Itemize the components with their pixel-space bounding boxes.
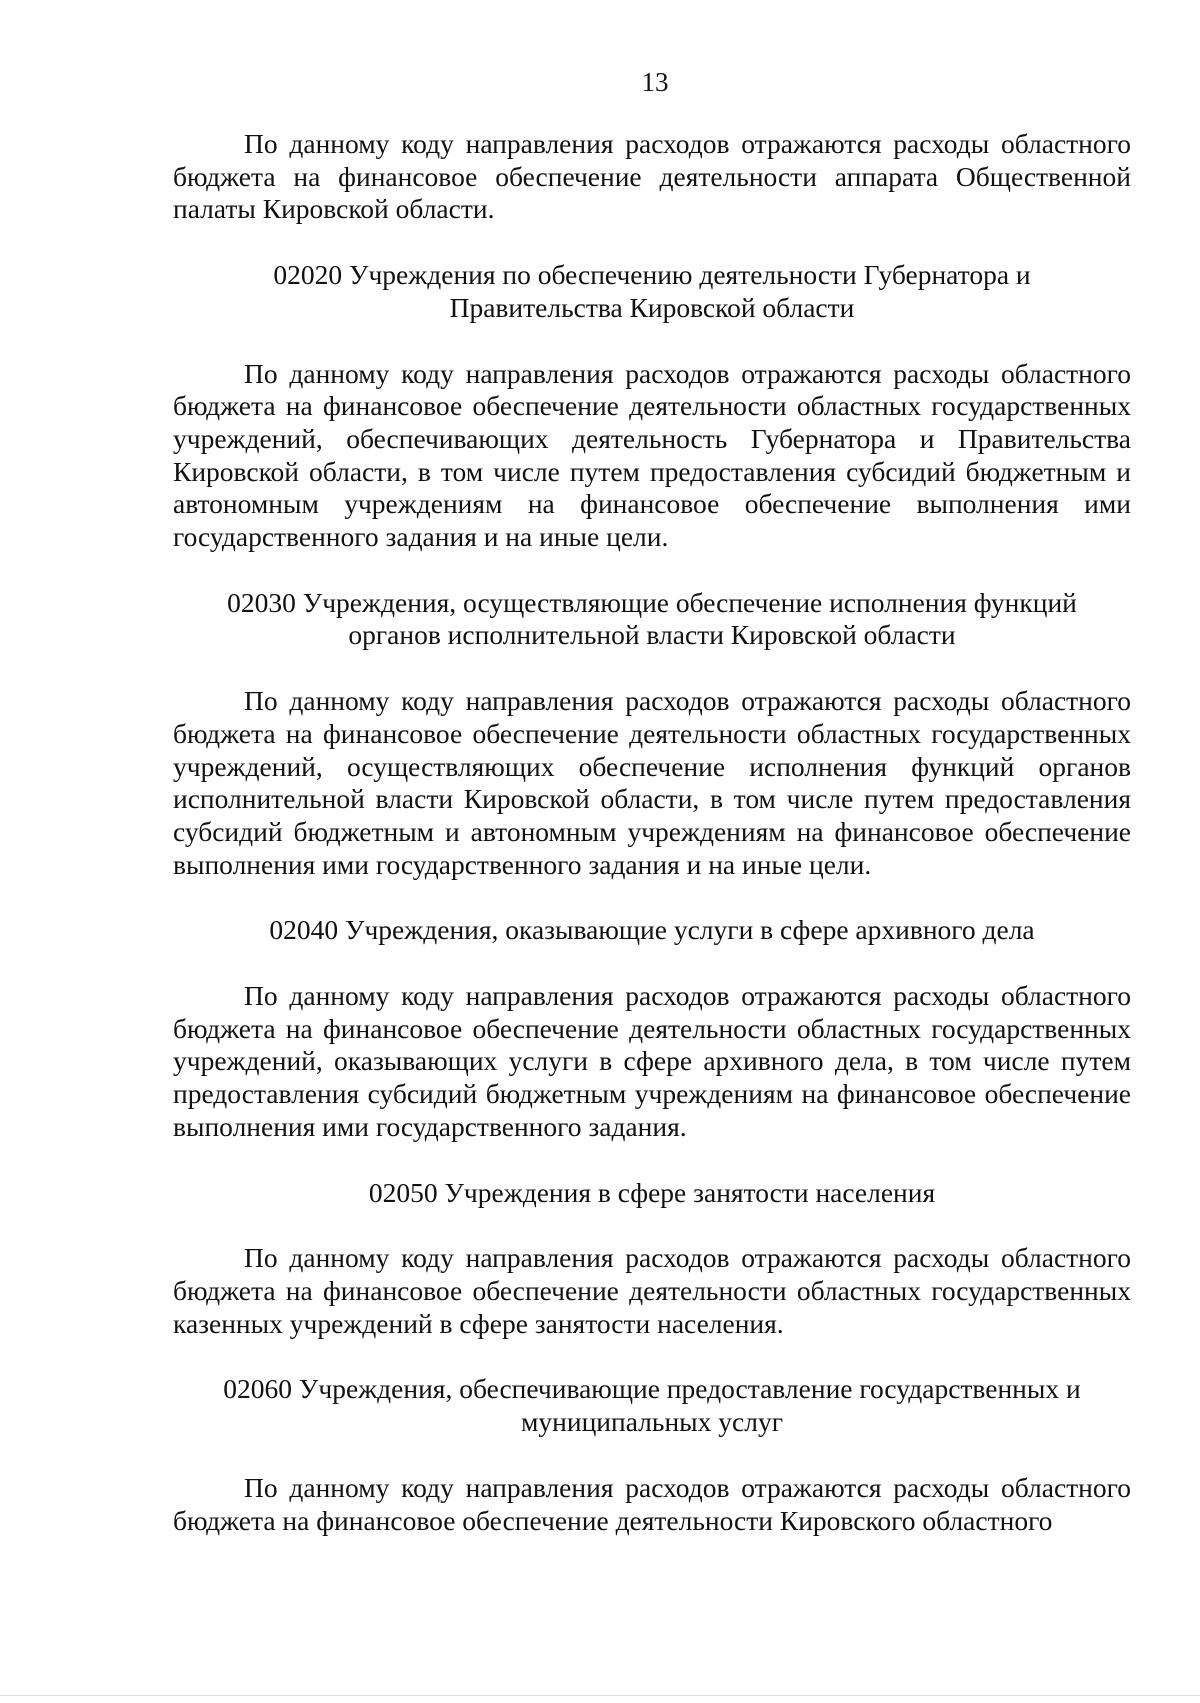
paragraph-intro: По данному коду направления расходов отражаются расходы областного бюджета на финансовое обеспечение деятельности аппарата Общественной палаты Кировской области. (173, 128, 1131, 225)
heading-02020: 02020 Учреждения по обеспечению деятельности Губернатора и Правительства Кировской области (273, 259, 1031, 323)
page-number: 13 (641, 67, 669, 97)
scan-edge-line (0, 1695, 1200, 1696)
heading-02040: 02040 Учреждения, оказывающие услуги в сфере архивного дела (269, 914, 1035, 946)
paragraph-02020: По данному коду направления расходов отражаются расходы областного бюджета на финансовое обеспечение деятельности областных государственных учреждений, обеспечивающих деятельность Губернатора и Правительства Кировской области, в том числе путем предоставления субсидий бюджетным и автономным учреждениям на финансовое обеспечение выполнения ими государственного задания и на иные цели. (173, 357, 1131, 553)
paragraph-02060: По данному коду направления расходов отражаются расходы областного бюджета на финансовое обеспечение деятельности Кировского областного (173, 1471, 1131, 1536)
heading-02050: 02050 Учреждения в сфере занятости населения (368, 1176, 936, 1208)
paragraph-02040: По данному коду направления расходов отражаются расходы областного бюджета на финансовое обеспечение деятельности областных государственных учреждений, оказывающих услуги в сфере архивного дела, в том числе путем предоставления субсидий бюджетным учреждениям на финансовое обеспечение выполнения ими государственного задания. (173, 980, 1131, 1142)
paragraph-02030: По данному коду направления расходов отражаются расходы областного бюджета на финансовое обеспечение деятельности областных государственных учреждений, осуществляющих обеспечение исполнения функций органов исполнительной власти Кировской области, в том числе путем предоставления субсидий бюджетным и автономным учреждениям на финансовое обеспечение выполнения ими государственного задания и на иные цели. (173, 685, 1131, 880)
heading-02060: 02060 Учреждения, обеспечивающие предоставление государственных и муниципальных услуг (223, 1373, 1081, 1438)
heading-02030: 02030 Учреждения, осуществляющие обеспечение исполнения функций органов исполнительной власти Кировской области (227, 586, 1077, 651)
document-body (173, 128, 1131, 1537)
paragraph-02050: По данному коду направления расходов отражаются расходы областного бюджета на финансовое обеспечение деятельности областных государственных казенных учреждений в сфере занятости населения. (173, 1242, 1131, 1339)
